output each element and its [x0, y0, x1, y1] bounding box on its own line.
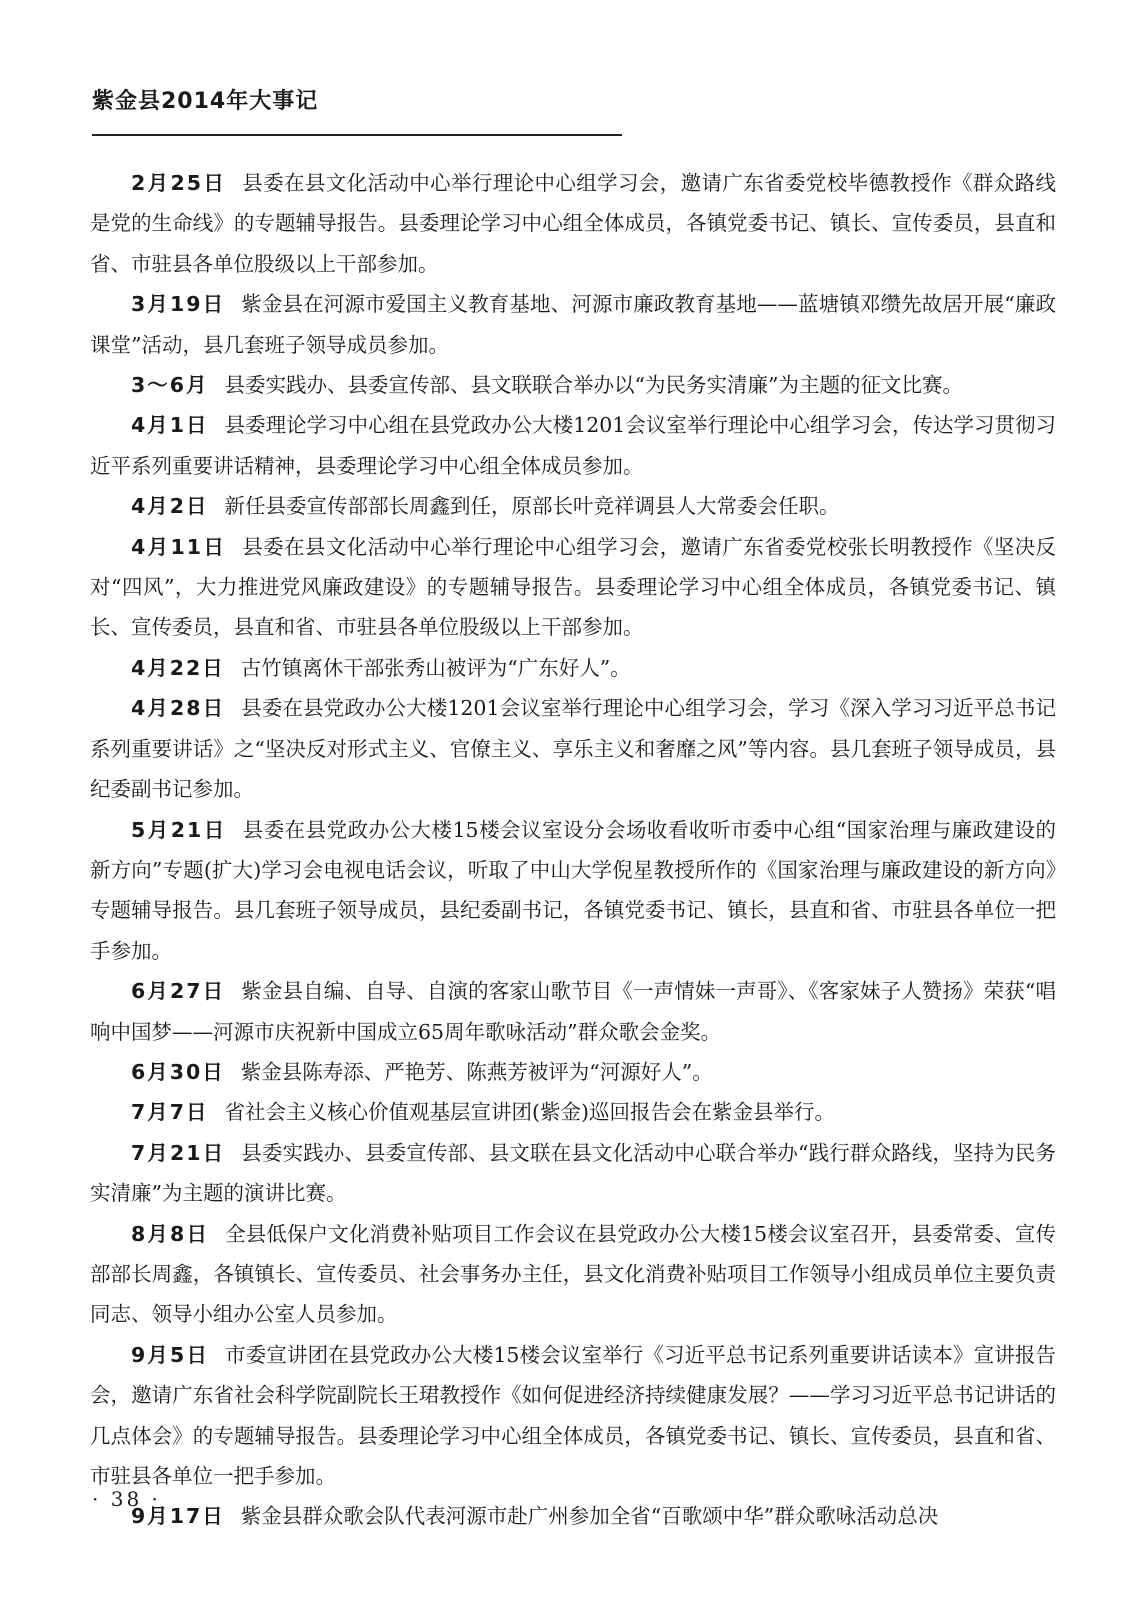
entry-date: 2月25日 [131, 171, 227, 195]
entry-text: 紫金县自编、自导、自演的客家山歌节目《一声情妹一声哥》、《客家妹子人赞扬》荣获“唱响中国梦——河源市庆祝新中国成立65周年歌咏活动”群众歌会金奖。 [90, 979, 1057, 1044]
entry-date: 8月8日 [131, 1221, 210, 1246]
entry-text: 紫金县在河源市爱国主义教育基地、河源市廉政教育基地——蓝塘镇邓缵先故居开展“廉政课堂”活动，县几套班子领导成员参加。 [90, 292, 1056, 357]
chronicle-entry [90, 527, 1056, 648]
entry-text: 紫金县群众歌会队代表河源市赴广州参加全省“百歌颂中华”群众歌咏活动总决 [240, 1504, 939, 1529]
entry-text: 紫金县陈寿添、严艳芳、陈燕芳被评为“河源好人”。 [240, 1059, 713, 1084]
chronicle-entry [90, 1133, 1056, 1214]
entry-text: 新任县委宣传部部长周鑫到任，原部长叶竞祥调县人大常委会任职。 [224, 494, 840, 519]
chronicle-entry [90, 1214, 1056, 1335]
entry-date: 3～6月 [131, 373, 209, 398]
entry-date: 9月5日 [131, 1342, 210, 1367]
entry-text: 全县低保户文化消费补贴项目工作会议在县党政办公大楼15楼会议室召开，县委常委、宣传部部长周鑫，各镇镇长、宣传委员、社会事务办主任，县文化消费补贴项目工作领导小组成员单位主要负责同志、领导小组办公室人员参加。 [90, 1221, 1056, 1327]
entry-date: 4月1日 [131, 413, 209, 438]
chronicle-entry [90, 1496, 1056, 1536]
entry-date: 4月28日 [131, 696, 226, 721]
entry-text: 县委实践办、县委宣传部、县文联在县文化活动中心联合举办“践行群众路线，坚持为民务实清廉”为主题的演讲比赛。 [90, 1140, 1056, 1206]
entry-text: 省社会主义核心价值观基层宣讲团(紫金)巡回报告会在紫金县举行。 [224, 1100, 836, 1125]
entry-text: 市委宣讲团在县党政办公大楼15楼会议室举行《习近平总书记系列重要讲话读本》宣讲报告会，邀请广东省社会科学院副院长王珺教授作《如何促进经济持续健康发展？——学习习近平总书记讲话的几点体会》的专题辅导报告。县委理论学习中心组全体成员，各镇党委书记、镇长、宣传委员，县直和省、市驻县各单位一把手参加。 [90, 1342, 1056, 1488]
entry-text: 县委理论学习中心组在县党政办公大楼1201会议室举行理论中心组学习会，传达学习贯彻习近平系列重要讲话精神，县委理论学习中心组全体成员参加。 [90, 413, 1056, 478]
chronicle-entry [90, 163, 1056, 284]
chronicle-entry [90, 365, 1056, 405]
entry-text: 县委在县党政办公大楼15楼会议室设分会场收看收听市委中心组“国家治理与廉政建设的新方向”专题(扩大)学习会电视电话会议，听取了中山大学倪星教授所作的《国家治理与廉政建设的新方向》专题辅导报告。县几套班子领导成员，县纪委副书记，各镇党委书记、镇长，县直和省、市驻县各单位一把手参加。 [90, 817, 1056, 963]
entry-text: 县委在县文化活动中心举行理论中心组学习会，邀请广东省委党校张长明教授作《坚决反对“四风”，大力推进党风廉政建设》的专题辅导报告。县委理论学习中心组全体成员，各镇党委书记、镇长、宣传委员，县直和省、市驻县各单位股级以上干部参加。 [90, 534, 1057, 640]
chronicle-entry [90, 810, 1056, 972]
running-header [92, 86, 622, 136]
entry-date: 6月27日 [131, 979, 226, 1004]
entry-date: 6月30日 [131, 1059, 225, 1084]
chronicle-entry [90, 486, 1056, 526]
chronicle-entry [90, 1335, 1056, 1497]
entry-date: 3月19日 [131, 292, 226, 317]
running-header-title: 紫金县2014年大事记 [92, 89, 319, 114]
chronicle-entry [90, 648, 1056, 688]
chronicle-body [90, 163, 1056, 1537]
entry-date: 7月21日 [131, 1140, 226, 1165]
chronicle-entry [90, 405, 1056, 486]
entry-date: 5月21日 [131, 817, 227, 842]
chronicle-entry [90, 1052, 1056, 1092]
entry-text: 县委在县党政办公大楼1201会议室举行理论中心组学习会，学习《深入学习习近平总书记系列重要讲话》之“坚决反对形式主义、官僚主义、享乐主义和奢靡之风”等内容。县几套班子领导成员，县纪委副书记参加。 [90, 696, 1056, 802]
chronicle-entry [90, 1092, 1056, 1132]
header-rule [92, 134, 622, 136]
chronicle-entry [90, 971, 1056, 1052]
page-number: · 38 · [92, 1487, 161, 1511]
chronicle-entry [90, 284, 1056, 365]
entry-text: 县委在县文化活动中心举行理论中心组学习会，邀请广东省委党校毕德教授作《群众路线是党的生命线》的专题辅导报告。县委理论学习中心组全体成员，各镇党委书记、镇长、宣传委员，县直和省、市驻县各单位股级以上干部参加。 [90, 171, 1057, 276]
entry-text: 古竹镇离休干部张秀山被评为“广东好人”。 [240, 655, 631, 680]
entry-date: 7月7日 [131, 1100, 209, 1125]
entry-date: 4月2日 [131, 494, 209, 519]
entry-date: 9月17日 [131, 1504, 225, 1529]
chronicle-entry [90, 688, 1056, 809]
entry-date: 4月22日 [131, 655, 225, 680]
entry-date: 4月11日 [131, 534, 227, 559]
entry-text: 县委实践办、县委宣传部、县文联联合举办以“为民务实清廉”为主题的征文比赛。 [224, 373, 963, 398]
